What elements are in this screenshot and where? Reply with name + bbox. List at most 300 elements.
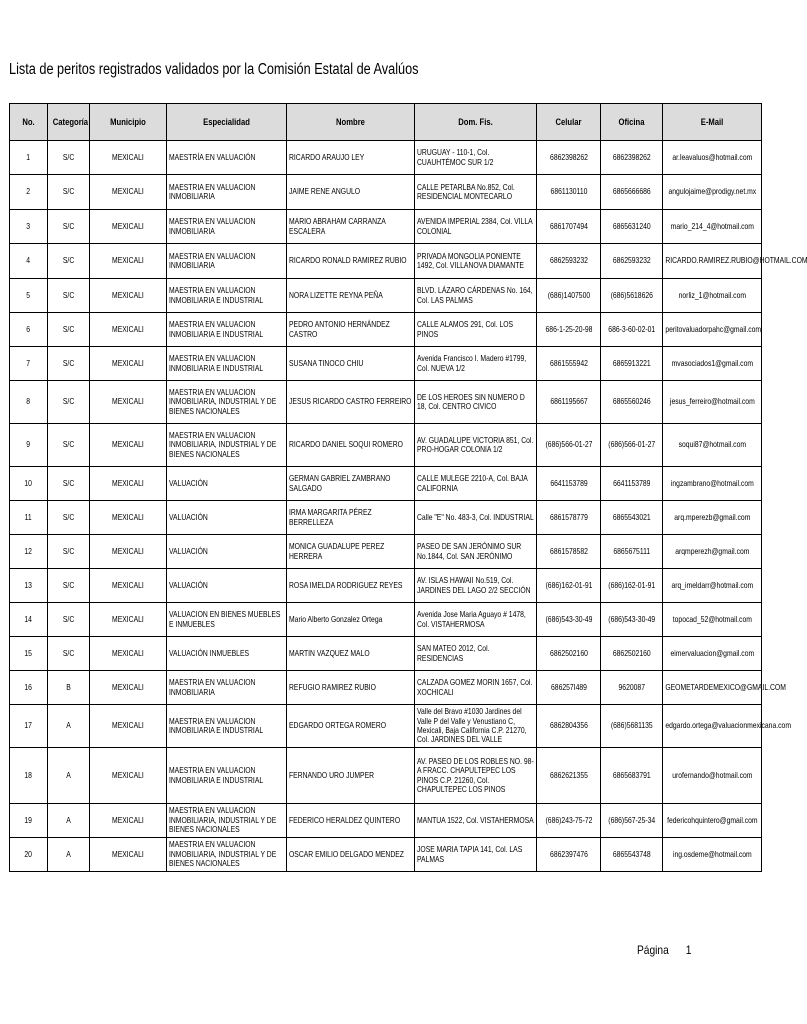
cell-domicilio bbox=[415, 838, 537, 872]
cell-text: 6862397476 bbox=[549, 848, 588, 859]
cell-domicilio bbox=[415, 175, 537, 210]
cell-text: (686)566-01-27 bbox=[545, 439, 592, 450]
cell-text: CALLE ALAMOS 291, Col. LOS PINOS bbox=[417, 319, 514, 339]
cell-email bbox=[663, 603, 762, 637]
cell-especialidad bbox=[167, 210, 287, 244]
table-header bbox=[10, 104, 762, 141]
table-row bbox=[10, 569, 762, 603]
cell-text: S/C bbox=[62, 186, 75, 197]
cell-nombre bbox=[287, 279, 415, 313]
cell-text: Calle "E" No. 483-3, Col. INDUSTRIAL bbox=[417, 511, 534, 522]
cell-domicilio bbox=[415, 381, 537, 424]
cell-oficina bbox=[601, 535, 663, 569]
page-number: 1 bbox=[685, 943, 692, 957]
cell-oficina bbox=[601, 569, 663, 603]
cell-text: 3 bbox=[26, 220, 31, 231]
cell-municipio bbox=[90, 603, 167, 637]
cell-text: (686)566-01-27 bbox=[608, 439, 655, 450]
cell-text: MAESTRIA EN VALUACION INMOBILIARIA E INDUSTRIAL bbox=[169, 353, 264, 373]
cell-text: 6862398262 bbox=[549, 151, 588, 162]
cell-celular bbox=[537, 175, 601, 210]
cell-text: VALUACIÓN bbox=[169, 477, 208, 488]
cell-text: ing.osdeme@hotmail.com bbox=[672, 848, 752, 859]
cell-text: AVENIDA IMPERIAL 2384, Col. VILLA COLONIAL bbox=[417, 216, 533, 236]
cell-no bbox=[10, 279, 48, 313]
cell-no bbox=[10, 838, 48, 872]
cell-text: A bbox=[66, 814, 71, 825]
table-row bbox=[10, 313, 762, 347]
table-row bbox=[10, 141, 762, 175]
cell-text: 6865560246 bbox=[612, 396, 651, 407]
cell-text: edgardo.ortega@valuacionmexicana.com bbox=[664, 720, 791, 731]
cell-no bbox=[10, 467, 48, 501]
cell-text: 15 bbox=[24, 647, 33, 658]
cell-categoria bbox=[48, 347, 90, 381]
cell-email bbox=[663, 141, 762, 175]
column-header-celular bbox=[537, 104, 601, 141]
cell-text: MAESTRIA EN VALUACION INMOBILIARIA bbox=[169, 216, 256, 236]
cell-categoria bbox=[48, 210, 90, 244]
cell-celular bbox=[537, 535, 601, 569]
cell-text: MEXICALI bbox=[112, 323, 144, 334]
cell-municipio bbox=[90, 381, 167, 424]
cell-categoria bbox=[48, 671, 90, 705]
cell-no bbox=[10, 603, 48, 637]
cell-municipio bbox=[90, 175, 167, 210]
cell-email bbox=[663, 424, 762, 467]
cell-celular bbox=[537, 748, 601, 804]
cell-text: CALZADA GOMEZ MORIN 1657, Col. XOCHICALI bbox=[417, 677, 533, 697]
cell-text: arq.mperezb@gmail.com bbox=[673, 511, 751, 522]
cell-municipio bbox=[90, 501, 167, 535]
cell-domicilio bbox=[415, 535, 537, 569]
column-header-label: E-Mail bbox=[700, 117, 724, 127]
cell-celular bbox=[537, 637, 601, 671]
cell-text: 6861195667 bbox=[549, 396, 588, 407]
cell-domicilio bbox=[415, 748, 537, 804]
column-header-label: Oficina bbox=[618, 117, 645, 127]
cell-text: CALLE MULEGE 2210-A, Col. BAJA CALIFORNIA bbox=[417, 473, 528, 493]
cell-oficina bbox=[601, 637, 663, 671]
cell-text: S/C bbox=[62, 396, 75, 407]
cell-nombre bbox=[287, 347, 415, 381]
cell-text: MEXICALI bbox=[112, 720, 144, 731]
cell-email bbox=[663, 501, 762, 535]
table-row bbox=[10, 637, 762, 671]
cell-email bbox=[663, 838, 762, 872]
cell-oficina bbox=[601, 313, 663, 347]
cell-domicilio bbox=[415, 603, 537, 637]
cell-text: MEXICALI bbox=[112, 186, 144, 197]
column-header-categoria bbox=[48, 104, 90, 141]
cell-oficina bbox=[601, 175, 663, 210]
cell-domicilio bbox=[415, 313, 537, 347]
cell-oficina bbox=[601, 838, 663, 872]
cell-no bbox=[10, 313, 48, 347]
cell-text: S/C bbox=[62, 511, 75, 522]
cell-email bbox=[663, 279, 762, 313]
cell-text: RICARDO RONALD RAMIREZ RUBIO bbox=[289, 255, 407, 266]
cell-text: S/C bbox=[62, 613, 75, 624]
page-label: Página bbox=[637, 943, 669, 957]
cell-text: MARTIN VAZQUEZ MALO bbox=[289, 647, 370, 658]
cell-text: MEXICALI bbox=[112, 848, 144, 859]
cell-text: MEXICALI bbox=[112, 647, 144, 658]
cell-text: 10 bbox=[24, 477, 33, 488]
cell-email bbox=[663, 671, 786, 705]
table-row bbox=[10, 279, 762, 313]
cell-email bbox=[663, 381, 762, 424]
cell-email bbox=[663, 535, 762, 569]
column-header-domicilio bbox=[415, 104, 537, 141]
cell-nombre bbox=[287, 637, 415, 671]
cell-oficina bbox=[601, 141, 663, 175]
cell-email bbox=[663, 210, 762, 244]
cell-oficina bbox=[601, 424, 663, 467]
cell-text: MEXICALI bbox=[112, 477, 144, 488]
cell-celular bbox=[537, 501, 601, 535]
cell-text: SUSANA TINOCO CHIU bbox=[289, 357, 364, 368]
column-header-municipio bbox=[90, 104, 167, 141]
cell-especialidad bbox=[167, 141, 287, 175]
cell-text: 18 bbox=[24, 769, 33, 780]
cell-text: 6865543748 bbox=[612, 848, 651, 859]
cell-categoria bbox=[48, 244, 90, 279]
cell-text: 6862398262 bbox=[612, 151, 651, 162]
cell-domicilio bbox=[415, 637, 537, 671]
cell-text: RICARDO.RAMIREZ.RUBIO@HOTMAIL.COM bbox=[664, 255, 807, 266]
cell-municipio bbox=[90, 804, 167, 838]
cell-email bbox=[663, 467, 762, 501]
cell-categoria bbox=[48, 637, 90, 671]
cell-nombre bbox=[287, 175, 415, 210]
cell-no bbox=[10, 347, 48, 381]
cell-text: angulojaime@prodigy.net.mx bbox=[668, 186, 756, 197]
cell-text: 6641153789 bbox=[612, 477, 651, 488]
cell-text: ROSA IMELDA RODRIGUEZ REYES bbox=[289, 579, 403, 590]
cell-text: Mario Alberto Gonzalez Ortega bbox=[289, 613, 383, 624]
cell-no bbox=[10, 535, 48, 569]
cell-no bbox=[10, 244, 48, 279]
cell-text: MAESTRIA EN VALUACION INMOBILIARIA, INDUSTRIAL Y DE BIENES NACIONALES bbox=[169, 386, 277, 416]
cell-celular bbox=[537, 141, 601, 175]
cell-text: MAESTRIA EN VALUACION INMOBILIARIA bbox=[169, 181, 256, 201]
cell-text: (686)543-30-49 bbox=[608, 613, 655, 624]
cell-categoria bbox=[48, 279, 90, 313]
cell-text: MEXICALI bbox=[112, 681, 144, 692]
cell-municipio bbox=[90, 671, 167, 705]
cell-text: 13 bbox=[24, 579, 33, 590]
cell-municipio bbox=[90, 748, 167, 804]
cell-celular bbox=[537, 347, 601, 381]
cell-text: MAESTRIA EN VALUACION INMOBILIARIA, INDUSTRIAL Y DE BIENES NACIONALES bbox=[169, 429, 277, 459]
cell-text: ingzambrano@hotmail.com bbox=[670, 477, 754, 488]
cell-domicilio bbox=[415, 279, 537, 313]
cell-municipio bbox=[90, 141, 167, 175]
cell-no bbox=[10, 748, 48, 804]
cell-text: eimervaluacion@gmail.com bbox=[670, 647, 754, 658]
cell-text: MEXICALI bbox=[112, 289, 144, 300]
cell-municipio bbox=[90, 424, 167, 467]
cell-text: 17 bbox=[24, 720, 33, 731]
cell-nombre bbox=[287, 705, 415, 748]
cell-text: jesus_ferreiro@hotmail.com bbox=[669, 396, 755, 407]
cell-text: IRMA MARGARITA PÉREZ BERRELLEZA bbox=[289, 507, 372, 527]
cell-domicilio bbox=[415, 671, 537, 705]
cell-text: AV. PASEO DE LOS ROBLES NO. 98-A FRACC. CHAPULTEPEC LOS PINOS C.P. 21260, Col. CHAPULTEPEC LOS PINOS bbox=[417, 755, 534, 794]
cell-nombre bbox=[287, 244, 415, 279]
cell-text: (686)243-75-72 bbox=[545, 814, 592, 825]
cell-email bbox=[663, 804, 762, 838]
cell-text: URUGUAY - 110-1, Col. CUAUHTÉMOC SUR 1/2 bbox=[417, 147, 494, 167]
cell-categoria bbox=[48, 838, 90, 872]
column-header-label: Especialidad bbox=[203, 117, 250, 127]
cell-oficina bbox=[601, 244, 663, 279]
cell-especialidad bbox=[167, 804, 287, 838]
cell-text: 6861578582 bbox=[549, 545, 588, 556]
cell-categoria bbox=[48, 705, 90, 748]
cell-celular bbox=[537, 210, 601, 244]
cell-text: VALUACIÓN bbox=[169, 545, 208, 556]
cell-text: 686-1-25-20-98 bbox=[545, 323, 592, 334]
cell-text: MEXICALI bbox=[112, 220, 144, 231]
cell-categoria bbox=[48, 141, 90, 175]
table-row bbox=[10, 210, 762, 244]
table-row bbox=[10, 347, 762, 381]
cell-text: 6862804356 bbox=[549, 720, 588, 731]
cell-nombre bbox=[287, 501, 415, 535]
cell-text: 2 bbox=[26, 186, 31, 197]
table-row bbox=[10, 501, 762, 535]
cell-text: mvasociados1@gmail.com bbox=[671, 357, 753, 368]
table-row bbox=[10, 804, 762, 838]
cell-text: VALUACIÓN INMUEBLES bbox=[169, 647, 250, 658]
cell-text: 5 bbox=[26, 289, 31, 300]
cell-nombre bbox=[287, 671, 415, 705]
cell-text: MEXICALI bbox=[112, 769, 144, 780]
cell-text: MEXICALI bbox=[112, 357, 144, 368]
cell-text: S/C bbox=[62, 579, 75, 590]
cell-no bbox=[10, 501, 48, 535]
cell-categoria bbox=[48, 603, 90, 637]
cell-text: MEXICALI bbox=[112, 545, 144, 556]
cell-text: 11 bbox=[24, 511, 33, 522]
cell-especialidad bbox=[167, 467, 287, 501]
cell-email bbox=[663, 313, 762, 347]
cell-text: Avenida Francisco I. Madero #1799, Col. NUEVA 1/2 bbox=[417, 353, 527, 373]
cell-text: (686)1407500 bbox=[547, 289, 590, 300]
cell-text: MEXICALI bbox=[112, 439, 144, 450]
table-row bbox=[10, 467, 762, 501]
cell-categoria bbox=[48, 424, 90, 467]
cell-text: 6 bbox=[26, 323, 31, 334]
cell-text: S/C bbox=[62, 545, 75, 556]
cell-text: GERMAN GABRIEL ZAMBRANO SALGADO bbox=[289, 473, 391, 493]
cell-text: NORA LIZETTE REYNA PEÑA bbox=[289, 289, 383, 300]
cell-text: 14 bbox=[24, 613, 33, 624]
cell-municipio bbox=[90, 244, 167, 279]
cell-especialidad bbox=[167, 244, 287, 279]
cell-especialidad bbox=[167, 424, 287, 467]
cell-text: 6865675111 bbox=[613, 545, 650, 556]
cell-nombre bbox=[287, 467, 415, 501]
cell-text: (686)567-25-34 bbox=[608, 814, 655, 825]
cell-text: 9620087 bbox=[618, 681, 645, 692]
cell-categoria bbox=[48, 569, 90, 603]
cell-text: MAESTRIA EN VALUACION INMOBILIARIA bbox=[169, 677, 256, 697]
cell-text: S/C bbox=[62, 439, 75, 450]
cell-email bbox=[663, 569, 762, 603]
cell-text: A bbox=[66, 769, 71, 780]
cell-text: MAESTRIA EN VALUACION INMOBILIARIA E INDUSTRIAL bbox=[169, 715, 264, 735]
cell-text: 6865631240 bbox=[612, 220, 651, 231]
cell-categoria bbox=[48, 804, 90, 838]
cell-text: mario_214_4@hotmail.com bbox=[670, 220, 754, 231]
cell-text: Avenida Jose Maria Aguayo # 1478, Col. VISTAHERMOSA bbox=[417, 609, 526, 629]
cell-text: MEXICALI bbox=[112, 579, 144, 590]
cell-text: JESUS RICARDO CASTRO FERREIRO bbox=[289, 396, 412, 407]
cell-no bbox=[10, 569, 48, 603]
cell-municipio bbox=[90, 210, 167, 244]
cell-email bbox=[663, 244, 807, 279]
cell-municipio bbox=[90, 637, 167, 671]
cell-text: 6862621355 bbox=[549, 769, 588, 780]
cell-text: MEXICALI bbox=[112, 511, 144, 522]
cell-no bbox=[10, 210, 48, 244]
cell-email bbox=[663, 748, 762, 804]
cell-text: FEDERICO HERALDEZ QUINTERO bbox=[289, 814, 401, 825]
cell-text: MEXICALI bbox=[112, 151, 144, 162]
cell-email bbox=[663, 175, 762, 210]
cell-text: 9 bbox=[26, 439, 31, 450]
cell-text: MAESTRÍA EN VALUACIÓN bbox=[169, 151, 256, 162]
cell-celular bbox=[537, 313, 601, 347]
cell-domicilio bbox=[415, 244, 537, 279]
cell-categoria bbox=[48, 175, 90, 210]
cell-especialidad bbox=[167, 838, 287, 872]
cell-text: 1 bbox=[26, 151, 31, 162]
cell-text: VALUACIÓN bbox=[169, 511, 208, 522]
cell-especialidad bbox=[167, 603, 287, 637]
cell-text: 6862502160 bbox=[612, 647, 651, 658]
cell-municipio bbox=[90, 705, 167, 748]
cell-text: (686)5618626 bbox=[610, 289, 653, 300]
cell-no bbox=[10, 141, 48, 175]
cell-especialidad bbox=[167, 569, 287, 603]
table-row bbox=[10, 748, 762, 804]
table-body bbox=[10, 141, 807, 872]
cell-text: MAESTRIA EN VALUACION INMOBILIARIA E INDUSTRIAL bbox=[169, 765, 264, 785]
cell-text: OSCAR EMILIO DELGADO MENDEZ bbox=[289, 848, 404, 859]
cell-nombre bbox=[287, 381, 415, 424]
cell-text: 7 bbox=[26, 357, 31, 368]
cell-especialidad bbox=[167, 748, 287, 804]
cell-no bbox=[10, 637, 48, 671]
cell-text: 686257I489 bbox=[550, 681, 587, 692]
cell-celular bbox=[537, 381, 601, 424]
cell-nombre bbox=[287, 313, 415, 347]
cell-text: GEOMETARDEMEXICO@GMAIL.COM bbox=[664, 681, 786, 692]
cell-categoria bbox=[48, 535, 90, 569]
cell-nombre bbox=[287, 804, 415, 838]
cell-text: MAESTRIA EN VALUACION INMOBILIARIA E INDUSTRIAL bbox=[169, 319, 264, 339]
cell-municipio bbox=[90, 569, 167, 603]
cell-text: AV. ISLAS HAWAII No.519, Col. JARDINES DEL LAGO 2/2 SECCIÓN bbox=[417, 575, 531, 595]
table-row bbox=[10, 603, 762, 637]
cell-categoria bbox=[48, 467, 90, 501]
cell-text: 6861130110 bbox=[550, 186, 587, 197]
cell-categoria bbox=[48, 381, 90, 424]
cell-text: MAESTRIA EN VALUACION INMOBILIARIA E INDUSTRIAL bbox=[169, 285, 264, 305]
cell-text: S/C bbox=[62, 647, 75, 658]
cell-text: PRIVADA MONGOLIA PONIENTE 1492, Col. VILLANOVA DIAMANTE bbox=[417, 250, 524, 270]
cell-text: norliz_1@hotmail.com bbox=[678, 289, 746, 300]
cell-especialidad bbox=[167, 347, 287, 381]
cell-text: A bbox=[66, 848, 71, 859]
cell-text: 6861555942 bbox=[549, 357, 588, 368]
cell-text: RICARDO DANIEL SOQUI ROMERO bbox=[289, 439, 403, 450]
cell-text: MONICA GUADALUPE PEREZ HERRERA bbox=[289, 541, 385, 561]
cell-oficina bbox=[601, 467, 663, 501]
cell-celular bbox=[537, 244, 601, 279]
cell-celular bbox=[537, 467, 601, 501]
cell-text: 6865666686 bbox=[612, 186, 651, 197]
cell-nombre bbox=[287, 748, 415, 804]
table-row bbox=[10, 175, 762, 210]
cell-text: S/C bbox=[62, 289, 75, 300]
cell-oficina bbox=[601, 381, 663, 424]
cell-text: A bbox=[66, 720, 71, 731]
column-header-label: Municipio bbox=[110, 117, 146, 127]
cell-text: JAIME RENE ANGULO bbox=[289, 186, 361, 197]
cell-text: VALUACIÓN bbox=[169, 579, 208, 590]
cell-especialidad bbox=[167, 535, 287, 569]
cell-text: 6862593232 bbox=[549, 255, 588, 266]
cell-text: MAESTRIA EN VALUACION INMOBILIARIA bbox=[169, 250, 256, 270]
column-header-label: Nombre bbox=[336, 117, 365, 127]
column-header-label: Dom. Fis. bbox=[458, 117, 493, 127]
column-header-label: No. bbox=[22, 117, 35, 127]
cell-no bbox=[10, 381, 48, 424]
column-header-no bbox=[10, 104, 48, 141]
cell-text: 8 bbox=[26, 396, 31, 407]
cell-text: MEXICALI bbox=[112, 255, 144, 266]
cell-especialidad bbox=[167, 175, 287, 210]
cell-domicilio bbox=[415, 501, 537, 535]
cell-text: S/C bbox=[62, 151, 75, 162]
cell-text: Valle del Bravo #1030 Jardines del Valle P del Valle y Venustiano C, Mexicali, Baja California C.P. 21270, Col. JARDINES DEL VALLE bbox=[417, 706, 527, 745]
cell-categoria bbox=[48, 501, 90, 535]
cell-celular bbox=[537, 705, 601, 748]
cell-text: 6641153789 bbox=[549, 477, 588, 488]
cell-text: S/C bbox=[62, 357, 75, 368]
cell-text: MARIO ABRAHAM CARRANZA ESCALERA bbox=[289, 216, 386, 236]
cell-oficina bbox=[601, 705, 663, 748]
cell-text: topocad_52@hotmail.com bbox=[672, 613, 752, 624]
column-header-email bbox=[663, 104, 762, 141]
cell-text: (686)162-01-91 bbox=[545, 579, 592, 590]
cell-text: 16 bbox=[24, 681, 33, 692]
column-header-oficina bbox=[601, 104, 663, 141]
cell-text: BLVD. LÁZARO CÁRDENAS No. 164, Col. LAS PALMAS bbox=[417, 285, 533, 305]
cell-text: MAESTRIA EN VALUACION INMOBILIARIA, INDUSTRIAL Y DE BIENES NACIONALES bbox=[169, 839, 277, 869]
cell-text: 12 bbox=[24, 545, 33, 556]
cell-text: 19 bbox=[24, 814, 33, 825]
cell-text: CALLE PETARLBA No.852, Col. RESIDENCIAL MONTECARLO bbox=[417, 181, 515, 201]
cell-oficina bbox=[601, 347, 663, 381]
cell-especialidad bbox=[167, 279, 287, 313]
cell-nombre bbox=[287, 141, 415, 175]
